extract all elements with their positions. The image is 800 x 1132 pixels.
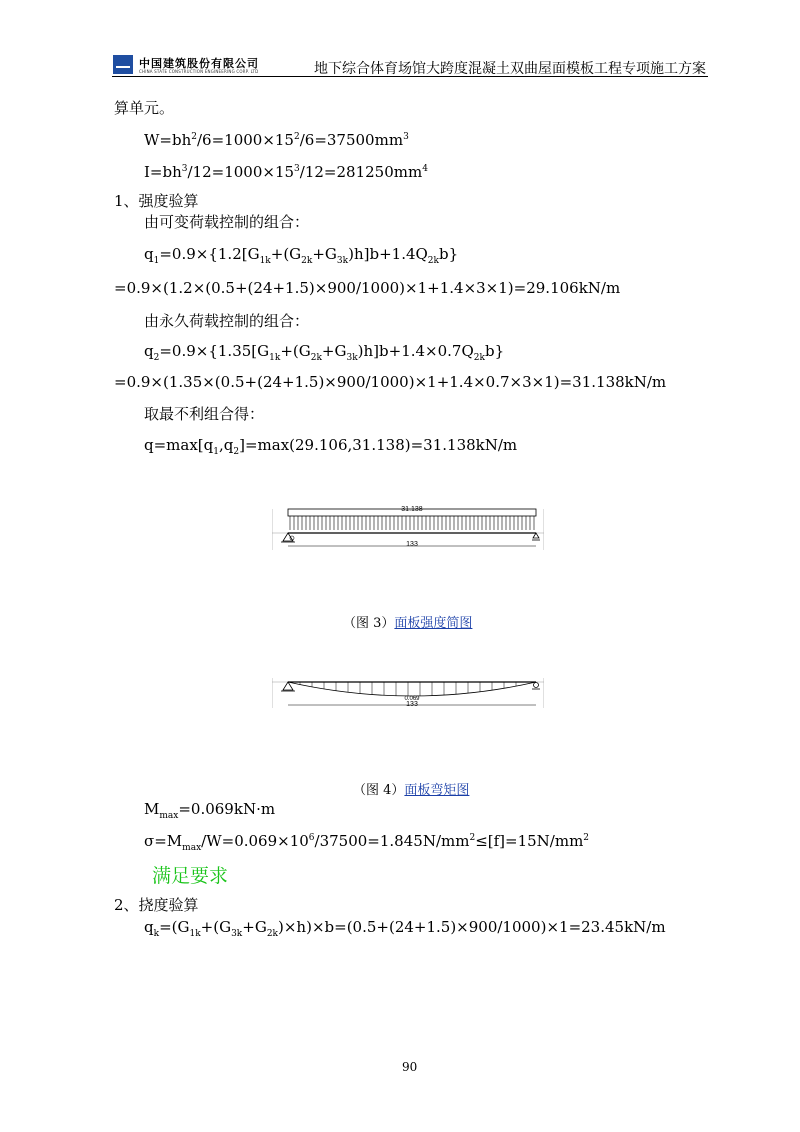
page-number: 90 xyxy=(402,1060,418,1074)
company-logo xyxy=(113,55,133,74)
company-name-en: CHINA STATE CONSTRUCTION ENGINEERING CORP. LTD xyxy=(139,69,259,74)
roller-support-right xyxy=(532,683,540,690)
formula-q1: $q_1=0.9\times\{1.2[G_{1k}+(G_{2k}+G_{3k})h]b+1.4Q_{2k}b\}$ xyxy=(144,245,459,266)
moment-curve xyxy=(288,682,536,696)
section-heading: 2、挠度验算 xyxy=(114,896,199,914)
formula-q2-calc: =0.9×(1.35×(0.5+(24+1.5)×900/1000)×1+1.4×0.7×3×1)=31.138kN/m xyxy=(114,373,667,391)
load-label: 31.138 xyxy=(401,506,423,513)
formula-w: $W=bh^2/6=1000\times 15^2/6=37500mm^3$ xyxy=(144,131,409,149)
figure-4-caption: （图 4）面板弯矩图 xyxy=(353,783,470,798)
figure-3-diagram xyxy=(272,500,544,555)
pin-support-left xyxy=(281,533,295,542)
moment-ordinates xyxy=(300,682,516,696)
formula-q1-calc: =0.9×(1.2×(0.5+(24+1.5)×900/1000)×1+1.4×3×1)=29.106kN/m xyxy=(114,279,621,297)
text-line: 取最不利组合得： xyxy=(144,405,265,423)
span-label: 133 xyxy=(406,701,418,708)
formula-mmax: $M_{max}=0.069kN\cdot m$ xyxy=(144,800,276,821)
text-line: 由可变荷载控制的组合： xyxy=(144,213,310,231)
header-rule xyxy=(112,76,708,77)
figure-4-link[interactable]: 面板弯矩图 xyxy=(404,783,470,798)
check-result: 满足要求 xyxy=(152,865,229,887)
figure-3-caption: （图 3）面板强度简图 xyxy=(343,616,473,631)
formula-i: $I=bh^3/12=1000\times 15^3/12=281250mm^4$ xyxy=(144,163,428,181)
company-name: 中国建筑股份有限公司 xyxy=(139,57,259,70)
span-label: 133 xyxy=(406,541,418,548)
formula-sigma: $\sigma=M_{max}/W=0.069\times 10^6/37500=1.845N/mm^2\le[f]=15N/mm^2$ xyxy=(144,832,590,853)
roller-support-right xyxy=(532,533,540,540)
moment-value-label: 0.069 xyxy=(404,696,420,702)
figure-4-diagram xyxy=(272,672,544,712)
document-title: 地下综合体育场馆大跨度混凝土双曲屋面模板工程专项施工方案 xyxy=(314,61,706,77)
formula-qmax: $q=\max[q_1,q_2]=\max(29.106,31.138)=31.138kN/m$ xyxy=(144,436,518,457)
formula-q2: $q_2=0.9\times\{1.35[G_{1k}+(G_{2k}+G_{3k})h]b+1.4\times 0.7Q_{2k}b\}$ xyxy=(144,342,505,363)
section-heading: 1、强度验算 xyxy=(114,192,199,210)
figure-3-link[interactable]: 面板强度简图 xyxy=(394,616,473,631)
text-line: 算单元。 xyxy=(114,99,175,117)
text-line: 由永久荷载控制的组合： xyxy=(144,312,310,330)
formula-qk: $q_k=(G_{1k}+(G_{3k}+G_{2k})\times h)\times b=(0.5+(24+1.5)\times 900/1000)\times 1=23.45kN/m$ xyxy=(144,918,666,939)
distributed-load-arrows xyxy=(290,516,534,530)
